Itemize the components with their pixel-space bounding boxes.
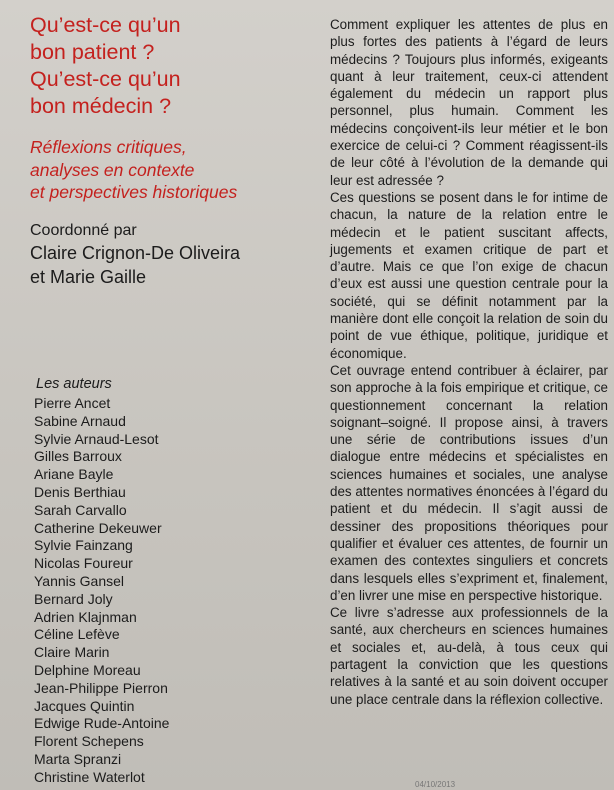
subtitle-line: analyses en contexte [30,159,195,180]
author-name: Céline Lefève [34,626,120,643]
subtitle-line: Réflexions critiques, [30,137,187,157]
footer-strip [415,780,614,790]
author-name: Edwige Rude-Antoine [34,715,170,732]
author-name: Ariane Bayle [34,466,114,483]
description-paragraph: Comment expliquer les attentes de plus en plus fortes des patients à l’égard de leurs médecins ? Toujours plus informés, exigeants quant à leur traitement, ceux-ci attendent également du médecin un rapport plus personnel, plus humain. Comment les médecins conçoivent-ils leur métier et le bon exercice de celui-ci ? Comment réagissent-ils de leur côté à l’évolution de la demande qui leur est adressée ? [330,17,608,188]
author-name: Jean-Philippe Pierron [34,679,168,696]
book-title [30,12,315,120]
author-name: Denis Berthiau [34,483,126,500]
title-line: Qu’est-ce qu’un [30,13,181,37]
description-paragraph: Ce livre s’adresse aux professionnels de la santé, aux chercheurs en sciences humaines et sociales et, au-delà, à tous ceux qui partagent la conviction que les questions relatives à la santé et au soin doivent occuper une place centrale dans la réflexion collective. [330,605,608,707]
author-name: Delphine Moreau [34,661,141,678]
author-name: Florent Schepens [34,733,144,750]
author-name: Adrien Klajnman [34,608,137,625]
authors-heading: Les auteurs [36,376,112,392]
title-line: Qu’est-ce qu’un [30,67,181,91]
editor-line: Claire Crignon-De Oliveira [30,242,241,263]
author-name: Sylvie Fainzang [34,537,133,554]
author-name: Marta Spranzi [34,750,122,767]
title-line: bon patient ? [30,40,155,64]
editors [30,241,315,289]
author-name: Claire Marin [34,644,110,661]
book-subtitle [30,136,315,204]
author-name: Sarah Carvallo [34,501,127,518]
authors-list [34,395,169,787]
author-name: Catherine Dekeuwer [34,519,162,536]
title-line: bon médecin ? [30,94,172,118]
author-name: Pierre Ancet [34,395,111,411]
author-name: Bernard Joly [34,590,113,607]
subtitle-line: et perspectives historiques [30,182,238,202]
author-name: Sabine Arnaud [34,412,126,429]
author-name: Yannis Gansel [34,572,125,589]
description-paragraph: Cet ouvrage entend contribuer à éclairer, par son approche à la fois empirique et critique, ce questionnement concernant la relation soignant–soigné. Il propose ainsi, à travers une série de contributions issues d’un dialogue entre médecins et spécialistes en sciences humaines et sociales, une analyse des attentes normatives énoncées à l’égard du patient et du médecin. Il s’agit aussi de dessiner des propositions théoriques pour qualifier et évaluer ces attentes, de fournir un examen des contextes singuliers et concrets dans lesquels elles s’expriment et, finalement, d’en livrer une mise en perspective historique. [330,362,608,603]
description [330,16,608,708]
author-name: Christine Waterlot [34,768,145,785]
author-name: Nicolas Foureur [34,555,133,572]
author-name: Gilles Barroux [34,448,122,465]
footer-date: 04/10/2013 [415,780,456,789]
left-column [30,12,315,289]
description-paragraph: Ces questions se posent dans le for intime de chacun, la nature de la relation entre le médecin et le patient suscitant affects, jugements et examen critique de part et d’autre. Mais ce que l’on exige de chacun d’eux est aussi une question centrale pour la société, qui se définit notamment par la manière dont elle conçoit la relation de soin du point de vue éthique, politique, juridique et économique. [330,189,608,361]
coordination-label: Coordonné par [30,221,137,239]
author-name: Sylvie Arnaud-Lesot [34,430,159,447]
author-name: Jacques Quintin [34,697,135,714]
editor-line: et Marie Gaille [30,266,147,287]
